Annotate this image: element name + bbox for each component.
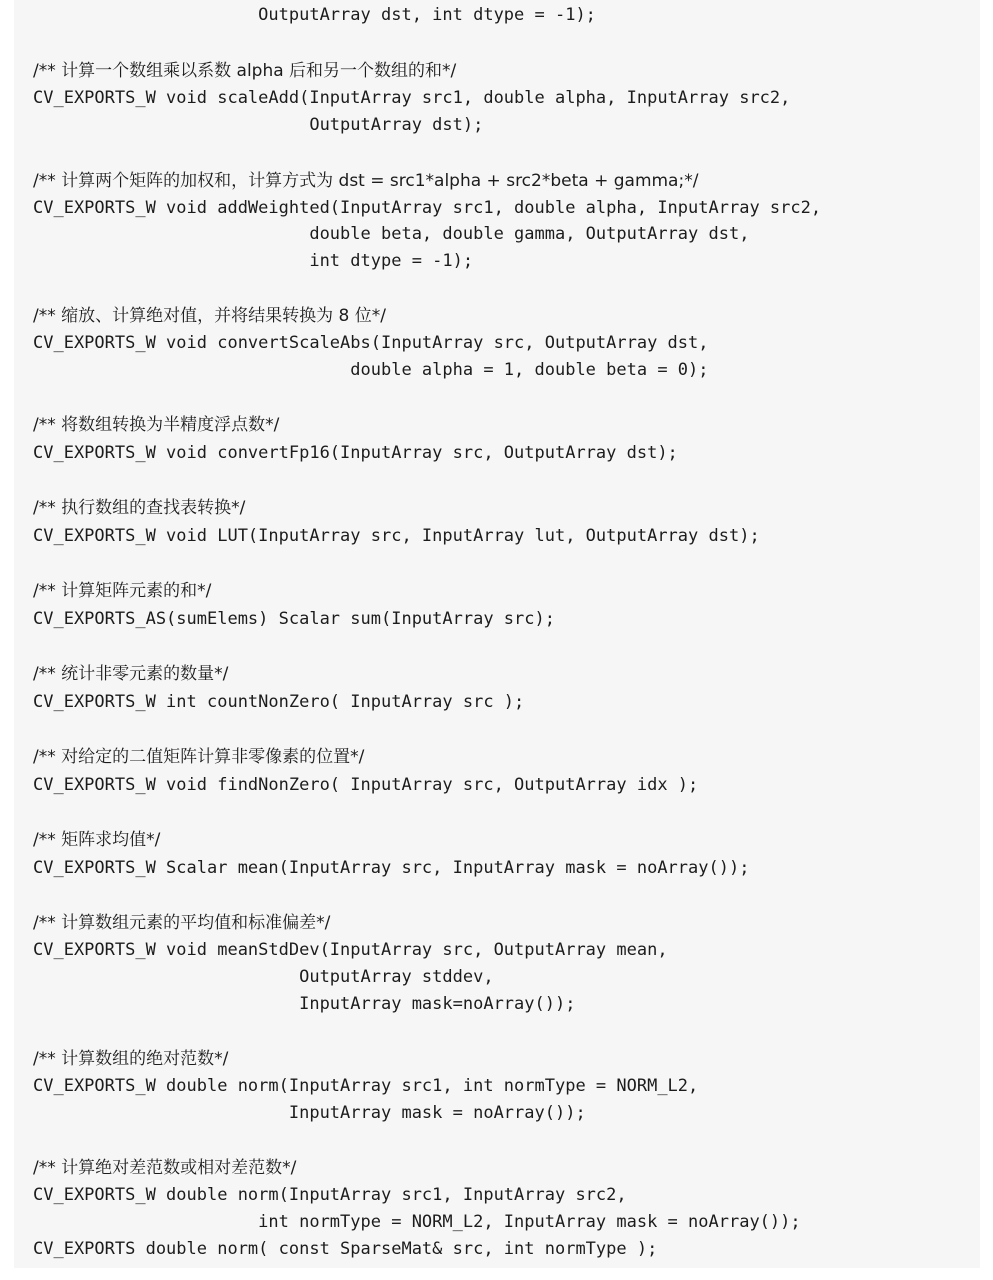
code-line: int normType = NORM_L2, InputArray mask = noArray()); (33, 1212, 801, 1232)
code-comment: /** 执行数组的查找表转换*/ (33, 498, 246, 518)
code-line: CV_EXPORTS_W Scalar mean(InputArray src, InputArray mask = noArray()); (33, 858, 750, 878)
code-line: OutputArray dst, int dtype = -1); (33, 5, 596, 25)
code-comment: /** 计算矩阵元素的和*/ (33, 581, 212, 601)
code-line: double alpha = 1, double beta = 0); (33, 360, 709, 380)
code-line: CV_EXPORTS_W void LUT(InputArray src, InputArray lut, OutputArray dst); (33, 526, 760, 546)
code-line: double beta, double gamma, OutputArray dst, (33, 224, 750, 244)
code-line: CV_EXPORTS_W void convertFp16(InputArray src, OutputArray dst); (33, 443, 678, 463)
code-comment: /** 缩放、计算绝对值，并将结果转换为 8 位*/ (33, 306, 386, 326)
code-line: OutputArray dst); (33, 115, 484, 135)
code-line: CV_EXPORTS double norm( const SparseMat& src, int normType ); (33, 1239, 658, 1259)
code-line: int dtype = -1); (33, 251, 474, 271)
code-block (14, 0, 980, 1268)
code-comment: /** 将数组转换为半精度浮点数*/ (33, 415, 280, 435)
code-comment: /** 计算两个矩阵的加权和，计算方式为 dst = src1*alpha + src2*beta + gamma;*/ (33, 171, 699, 191)
code-line: InputArray mask=noArray()); (33, 994, 576, 1014)
code-line: OutputArray stddev, (33, 967, 494, 987)
code-comment: /** 计算绝对差范数或相对差范数*/ (33, 1158, 297, 1178)
code-line: CV_EXPORTS_AS(sumElems) Scalar sum(InputArray src); (33, 609, 555, 629)
code-line: InputArray mask = noArray()); (33, 1103, 586, 1123)
code-line: CV_EXPORTS_W void meanStdDev(InputArray src, OutputArray mean, (33, 940, 668, 960)
code-line: CV_EXPORTS_W void findNonZero( InputArray src, OutputArray idx ); (33, 775, 699, 795)
code-comment: /** 计算数组的绝对范数*/ (33, 1049, 229, 1069)
code-line: CV_EXPORTS_W void convertScaleAbs(InputArray src, OutputArray dst, (33, 333, 709, 353)
code-line: CV_EXPORTS_W double norm(InputArray src1, InputArray src2, (33, 1185, 627, 1205)
code-comment: /** 统计非零元素的数量*/ (33, 664, 229, 684)
code-comment: /** 计算一个数组乘以系数 alpha 后和另一个数组的和*/ (33, 61, 457, 81)
code-comment: /** 矩阵求均值*/ (33, 830, 161, 850)
code-line: CV_EXPORTS_W double norm(InputArray src1, int normType = NORM_L2, (33, 1076, 699, 1096)
code-line: CV_EXPORTS_W int countNonZero( InputArray src ); (33, 692, 525, 712)
code-line: CV_EXPORTS_W void addWeighted(InputArray src1, double alpha, InputArray src2, (33, 198, 822, 218)
code-line: CV_EXPORTS_W void scaleAdd(InputArray src1, double alpha, InputArray src2, (33, 88, 791, 108)
code-comment: /** 对给定的二值矩阵计算非零像素的位置*/ (33, 747, 365, 767)
code-comment: /** 计算数组元素的平均值和标准偏差*/ (33, 913, 331, 933)
